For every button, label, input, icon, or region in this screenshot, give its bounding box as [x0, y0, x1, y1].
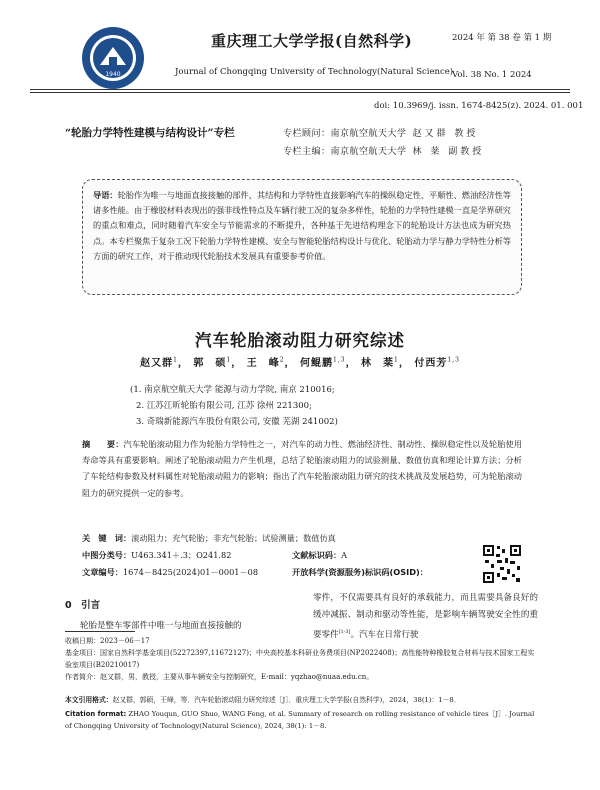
paper-title: 汽车轮胎滚动阻力研究综述 [195, 331, 405, 350]
keywords-text: 滚动阻力；充气轮胎；非充气轮胎；试验测量；数值仿真 [131, 533, 336, 543]
guide-text: 轮胎作为唯一与地面直接接触的部件，其结构和力学特性直接影响汽车的操纵稳定性、平顺性、燃油经济性等诸多性能。由于橡胶材料表现出的强非线性特点及车辆行驶工况的复杂多样性，轮胎的力学特性建模一直是学界研究的重点和难点，同时随着汽车安全与节能需求的不断提升，各种基于先进结构理念下的轮胎设计方法也成为研究热点。本专栏聚焦于复杂工况下轮胎力学特性建模、安全与智能轮胎结构设计与优化、轮胎动力学与静力学特性分析等方面的研究工作，对于推动现代轮胎技术发展具有重要参考价值。 [93, 190, 511, 261]
citation-ref[interactable]: [1-3] [338, 629, 351, 635]
intro-text-left: 轮胎是整车零部件中唯一与地面直接接触的 [80, 621, 242, 631]
author: 付西芳$^{1,3}$ [414, 356, 460, 369]
affiliation: 3. 奇瑞新能源汽车股份有限公司, 安徽 芜湖 241002) [136, 417, 338, 427]
journal-name-en: Journal of Chongqing University of Technology(Natural Science) [175, 67, 454, 77]
advisor-name: 赵又群 教授 [412, 129, 479, 139]
author-list: 赵又群$^1$， 郭 硕$^1$， 王 峰$^2$， 何鲲鹏$^{1,3}$， 林 棻$^1$， 付西芳$^{1,3}$ [140, 356, 460, 369]
volume-cn: 2024 年 第 38 卷 第 1 期 [452, 33, 552, 43]
osid-qr-code[interactable] [482, 544, 522, 584]
author: 何鲲鹏$^{1,3}$ [300, 356, 346, 369]
author: 王 峰$^2$ [246, 356, 285, 369]
keywords [82, 533, 522, 544]
keywords-label: 关 键 词： [82, 533, 132, 543]
classification: 中图分类号：U463.341＋.3；O241.82 [82, 550, 232, 560]
doi[interactable]: doi: 10.3969/j. issn. 1674-8425(z). 2024. 01. 001 [374, 101, 584, 111]
abstract [82, 436, 522, 501]
received-date: 收稿日期：2023－06－17 [65, 637, 150, 645]
volume-en: Vol. 38 No. 1 2024 [452, 70, 532, 80]
footnote-rule [65, 631, 135, 632]
abstract-label: 摘 要： [82, 439, 124, 449]
affiliation: 2. 江苏江昕轮胎有限公司, 江苏 徐州 221300; [136, 401, 312, 411]
column-editor [283, 144, 484, 157]
document-code: 文献标识码：A [292, 550, 348, 560]
column-title: “轮胎力学特性建模与结构设计”专栏 [65, 127, 235, 139]
header-rule-thin [30, 92, 570, 93]
header-rule [30, 89, 570, 90]
editor-name: 林 棻 副教授 [412, 147, 485, 157]
section-heading-intro: 0 引言 [65, 600, 101, 611]
editor-label: 专栏主编：南京航空航天大学 [283, 147, 407, 157]
article-number: 文章编号：1674－8425(2024)01－0001－08 [82, 567, 259, 577]
advisor-label: 专栏顾问：南京航空航天大学 [283, 129, 407, 139]
fund-info: 基金项目：国家自然科学基金项目(52272397,11672127)；中央高校基本科研业务费项目(NP2022408)；高性能特种橡胶复合材料与技术国家工程实验室项目(B20210017) [65, 649, 535, 669]
logo-year: 1940 [105, 71, 121, 78]
guide-box [82, 179, 522, 295]
guide-label: 导语： [93, 190, 118, 200]
author: 赵又群$^1$ [140, 356, 178, 369]
affiliation: (1. 南京航空航天大学 能源与动力学院, 南京 210016; [130, 385, 335, 395]
author: 郭 硕$^1$ [193, 356, 232, 369]
affiliations [0, 382, 600, 430]
osid-label: 开放科学(资源服务)标识码(OSID)： [292, 567, 428, 577]
intro-text-right: 零件，不仅需要具有良好的承载能力，而且需要具备良好的缓冲减振、制动和驱动等性能，是影响车辆驾驶安全性的重要零件[1-3]。汽车在日常行驶 [313, 593, 538, 640]
author: 林 棻$^1$ [361, 356, 399, 369]
author-bio: 作者简介：赵又群，男，教授，主要从事车辆安全与控制研究，E-mail：yqzhao@nuaa.edu.cn。 [65, 673, 374, 681]
journal-name-cn: 重庆理工大学学报(自然科学) [211, 32, 413, 50]
citation-en: Citation format: ZHAO Youqun, GUO Shuo, WANG Feng, et al. Summary of research on rolling resistance of vehicle tires［J］. Journal of Chongqing University of Technology(Natural Science), 2024, 38(1): 1－8. [65, 710, 535, 730]
abstract-text: 汽车轮胎滚动阻力作为轮胎力学特性之一，对汽车的动力性、燃油经济性、制动性、操纵稳定性以及轮胎使用寿命等具有重要影响。阐述了轮胎滚动阻力产生机理，总结了轮胎滚动阻力的试验测量、数值仿真和理论计算方法；分析了车轮结构参数及材料属性对轮胎滚动阻力的影响；指出了汽车轮胎滚动阻力研究的技术挑战及发展趋势，可为轮胎滚动阻力的研究提供一定的参考。 [82, 439, 522, 498]
column-advisor [283, 126, 478, 139]
university-logo [80, 25, 146, 91]
citation-cn: 本文引用格式：赵又群，郭硕，王峰，等．汽车轮胎滚动阻力研究综述［J］．重庆理工大学学报(自然科学)，2024，38(1)：1－8． [65, 696, 461, 704]
